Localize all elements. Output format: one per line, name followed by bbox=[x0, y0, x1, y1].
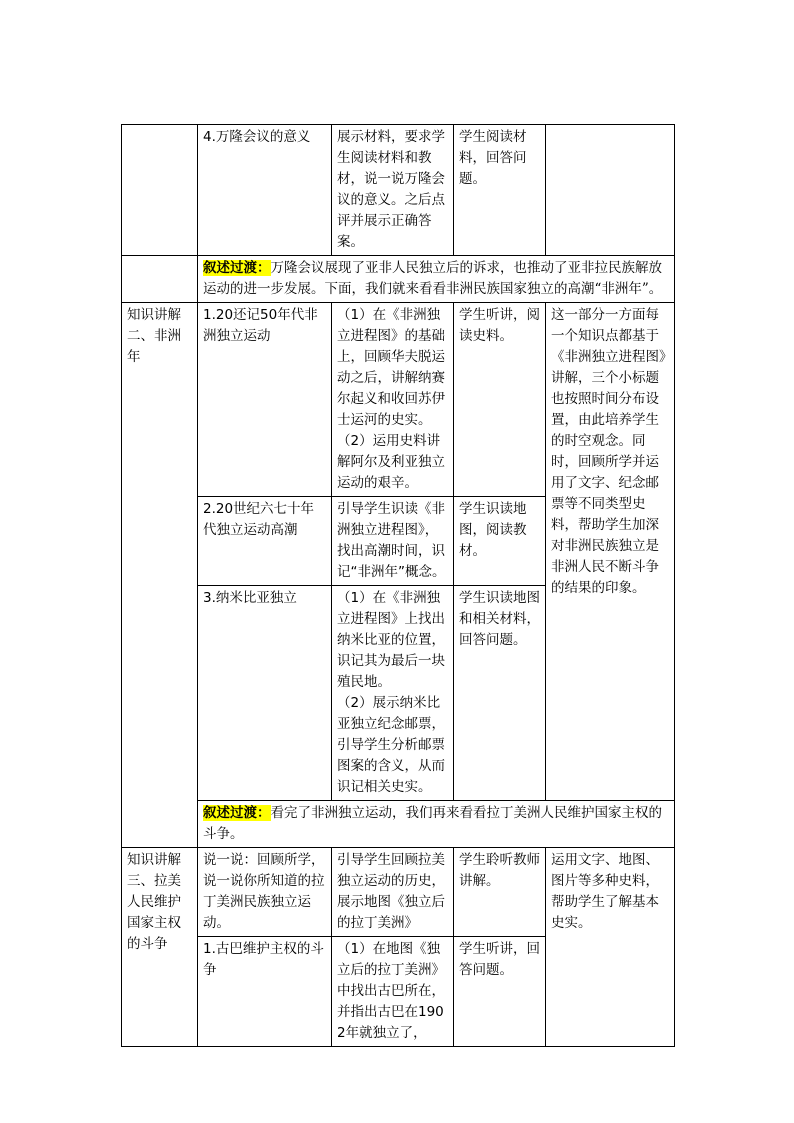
transition-text: 看完了非洲独立运动，我们再来看看拉丁美洲人民维护国家主权的斗争。 bbox=[203, 805, 662, 842]
teacher-activity-cell: 引导学生识读《非洲独立进程图》，找出高潮时间，识记“非洲年”概念。 bbox=[332, 497, 454, 586]
topic-cell: 说一说：回顾所学，说一说你所知道的拉丁美洲民族独立运动。 bbox=[198, 848, 332, 937]
teacher-step: （2）运用史料讲解阿尔及利亚独立运动的艰辛。 bbox=[337, 433, 445, 491]
student-activity-cell: 学生聆听教师讲解。 bbox=[454, 848, 546, 937]
table-row bbox=[122, 256, 675, 303]
teacher-activity-cell: 引导学生回顾拉美独立运动的历史，展示地图《独立后的拉丁美洲》 bbox=[332, 848, 454, 937]
lesson-plan-table bbox=[121, 124, 675, 1047]
teacher-activity-cell bbox=[332, 303, 454, 497]
teacher-activity-cell bbox=[332, 586, 454, 801]
student-activity-cell: 学生识读地图，阅读教材。 bbox=[454, 497, 546, 586]
table-row bbox=[122, 801, 675, 848]
teacher-step: （1）在《非洲独立进程图》的基础上，回顾华夫脱运动之后，讲解纳赛尔起义和收回苏伊士运河的史实。 bbox=[337, 307, 445, 428]
section-cell bbox=[122, 256, 198, 303]
transition-label: 叙述过渡： bbox=[203, 260, 271, 276]
topic-cell: 1.古巴维护主权的斗争 bbox=[198, 937, 332, 1047]
transition-cell bbox=[198, 801, 675, 848]
design-intent-cell bbox=[546, 125, 675, 256]
topic-cell: 1.20还记50年代非洲独立运动 bbox=[198, 303, 332, 497]
table-row bbox=[122, 125, 675, 256]
transition-cell bbox=[198, 256, 675, 303]
student-activity-cell: 学生听讲，阅读史料。 bbox=[454, 303, 546, 497]
transition-label: 叙述过渡： bbox=[203, 805, 271, 821]
student-activity-cell: 学生阅读材料，回答问题。 bbox=[454, 125, 546, 256]
teacher-activity-cell: （1）在地图《独立后的拉丁美洲》中找出古巴所在，并指出古巴在1902年就独立了， bbox=[332, 937, 454, 1047]
teacher-step: （2）展示纳米比亚独立纪念邮票，引导学生分析邮票图案的含义，从而识记相关史实。 bbox=[337, 695, 445, 795]
student-activity-cell: 学生识读地图和相关材料，回答问题。 bbox=[454, 586, 546, 801]
table-row bbox=[122, 848, 675, 937]
section-cell: 知识讲解二、非洲年 bbox=[122, 303, 198, 848]
teacher-activity-cell: 展示材料，要求学生阅读材料和教材，说一说万隆会议的意义。之后点评并展示正确答案。 bbox=[332, 125, 454, 256]
topic-cell: 4.万隆会议的意义 bbox=[198, 125, 332, 256]
design-intent-cell: 这一部分一方面每一个知识点都基于《非洲独立进程图》讲解，三个小标题也按照时间分布设置，由此培养学生的时空观念。同时，回顾所学并运用了文字、纪念邮票等不同类型史料，帮助学生加深对非洲民族独立是非洲人民不断斗争的结果的印象。 bbox=[546, 303, 675, 801]
table-row bbox=[122, 303, 675, 497]
design-intent-cell: 运用文字、地图、图片等多种史料，帮助学生了解基本史实。 bbox=[546, 848, 675, 1047]
topic-cell: 2.20世纪六七十年代独立运动高潮 bbox=[198, 497, 332, 586]
student-activity-cell: 学生听讲，回答问题。 bbox=[454, 937, 546, 1047]
transition-text: 万隆会议展现了亚非人民独立后的诉求，也推动了亚非拉民族解放运动的进一步发展。下面，我们就来看看非洲民族国家独立的高潮“非洲年”。 bbox=[203, 260, 663, 297]
section-cell: 知识讲解三、拉美人民维护国家主权的斗争 bbox=[122, 848, 198, 1047]
section-cell bbox=[122, 125, 198, 256]
teacher-step: （1）在《非洲独立进程图》上找出纳米比亚的位置，识记其为最后一块殖民地。 bbox=[337, 590, 445, 690]
topic-cell: 3.纳米比亚独立 bbox=[198, 586, 332, 801]
